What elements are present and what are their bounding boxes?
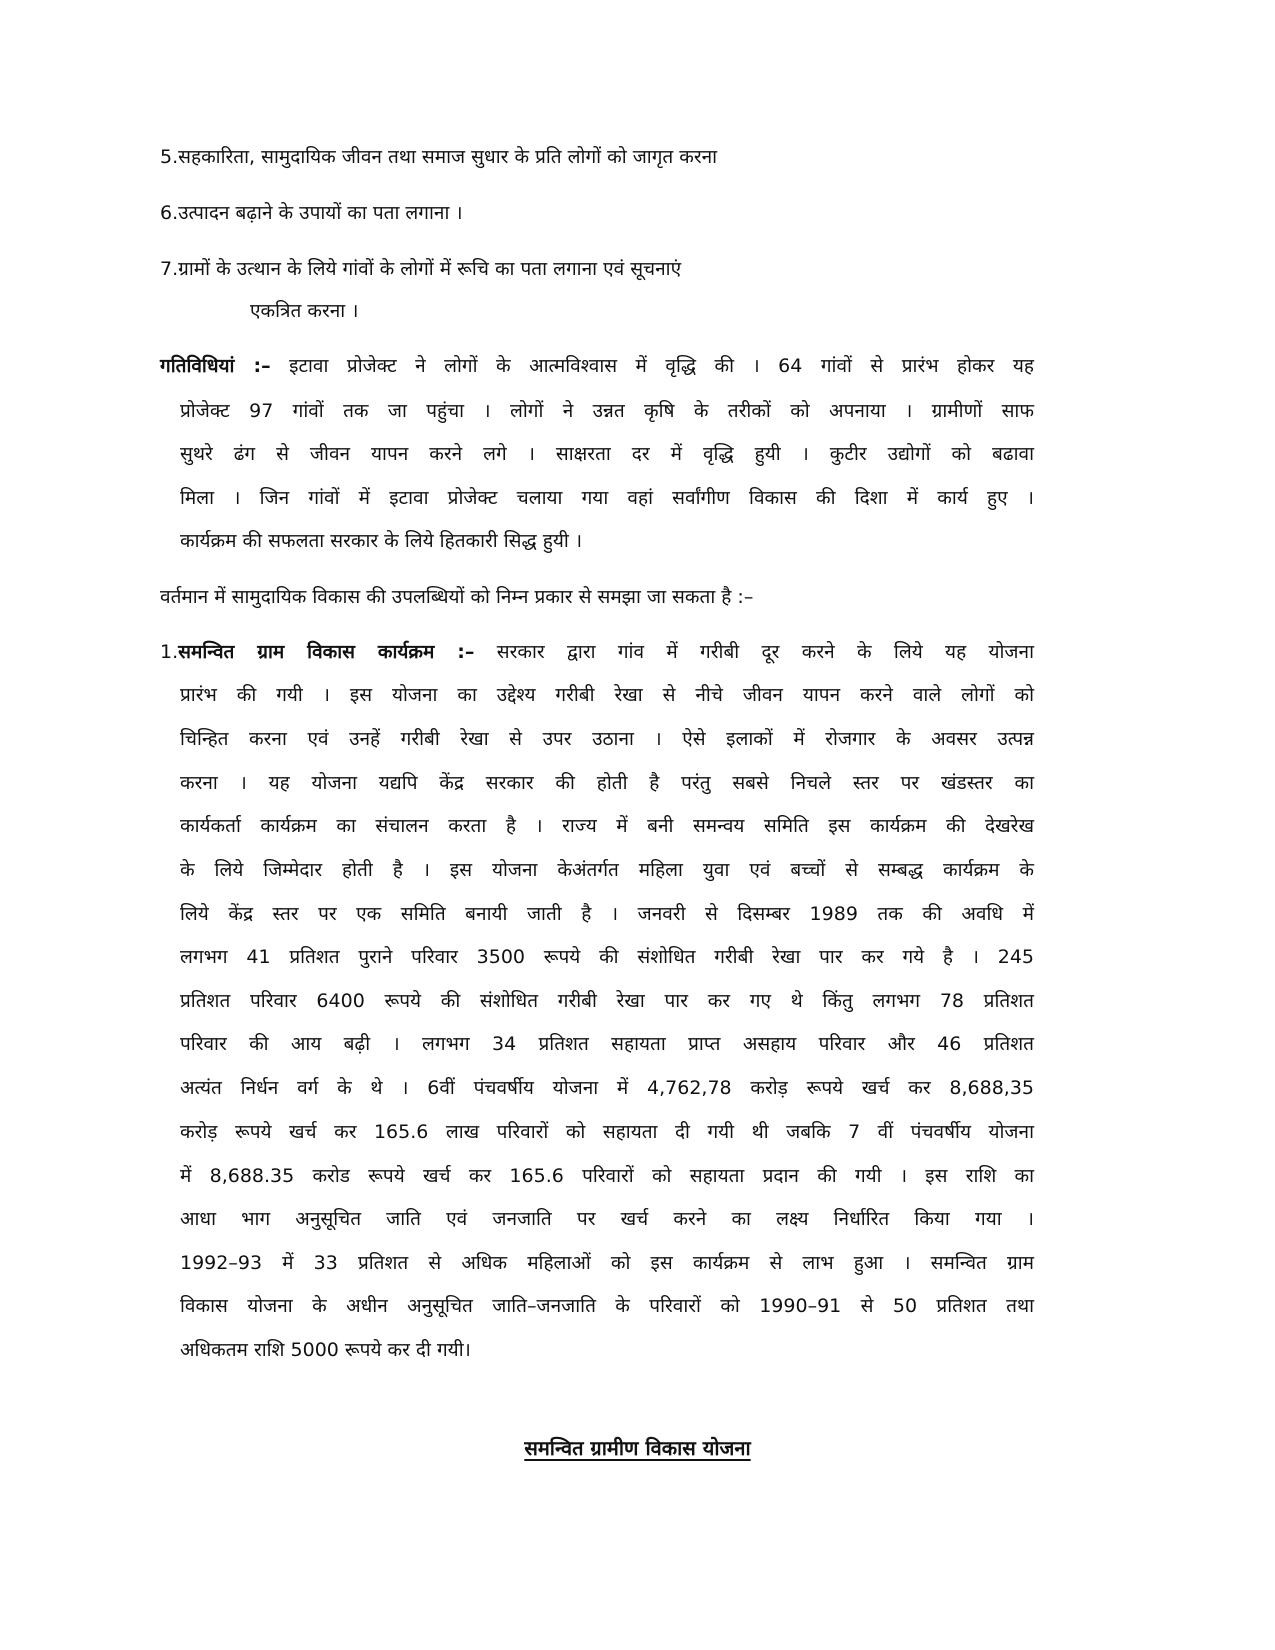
programme-line-9 [180,987,1034,1015]
programme-line-4 [180,769,1034,797]
objective-item-6 [160,199,463,227]
programme-line-5 [180,812,1034,840]
programme-line-7 [180,900,1034,928]
programme-text: करना । यह योजना यद्यपि केंद्र सरकार की होती है परंतु सबसे निचले स्तर पर खंडस्तर का [180,772,1034,794]
programme-text: 1992–93 में 33 प्रतिशत से अधिक महिलाओं को इस कार्यक्रम से लाभ हुआ । समन्वित ग्राम [180,1252,1034,1274]
programme-line-8 [180,943,1034,971]
activities-label: गतिविधियां :– [160,355,271,377]
programme-text: अधिकतम राशि 5000 रूपये कर दी गयी। [180,1339,471,1361]
programme-text: आधा भाग अनुसूचित जाति एवं जनजाति पर खर्च करने का लक्ष्य निर्धारित किया गया । [180,1208,1034,1230]
present-intro-text: वर्तमान में सामुदायिक विकास की उपलब्धियों को निम्न प्रकार से समझा जा सकता है :– [160,586,754,608]
programme-text: प्रतिशत परिवार 6400 रूपये की संशोधित गरीबी रेखा पार कर गए थे किंतु लगभग 78 प्रतिशत [180,990,1034,1012]
activities-line-1 [160,352,1034,380]
programme-label: समन्वित ग्राम विकास कार्यक्रम :– [178,641,475,663]
programme-line-15 [180,1249,1034,1277]
activities-text: कार्यक्रम की सफलता सरकार के लिये हितकारी सिद्ध हुयी । [180,530,583,552]
objective-item-7-continuation [250,297,358,325]
programme-text: अत्यंत निर्धन वर्ग के थे । 6वीं पंचवर्षीय योजना में 4,762,78 करोड़ रूपये खर्च कर 8,688,35 [180,1077,1034,1099]
programme-text: लगभग 41 प्रतिशत पुराने परिवार 3500 रूपये की संशोधित गरीबी रेखा पार कर गये है । 245 [180,946,1034,968]
programme-line-10 [180,1030,1034,1058]
objective-text: उत्पादन बढ़ाने के उपायों का पता लगाना । [178,202,463,224]
programme-text: परिवार की आय बढ़ी । लगभग 34 प्रतिशत सहायता प्राप्त असहाय परिवार और 46 प्रतिशत [180,1033,1034,1055]
programme-text: में 8,688.35 करोड रूपये खर्च कर 165.6 परिवारों को सहायता प्रदान की गयी । इस राशि का [180,1165,1034,1187]
programme-number: 1. [160,641,179,663]
objective-number: 6. [160,202,179,224]
objective-text: ग्रामों के उत्थान के लिये गांवों के लोगों में रूचि का पता लगाना एवं सूचनाएं [178,258,682,280]
programme-text: विकास योजना के अधीन अनुसूचित जाति–जनजाति के परिवारों को 1990–91 से 50 प्रतिशत तथा [180,1295,1034,1317]
activities-line-4 [180,484,1034,512]
programme-text: करोड़ रूपये खर्च कर 165.6 लाख परिवारों को सहायता दी गयी थी जबकि 7 वीं पंचवर्षीय योजना [180,1121,1034,1143]
objective-item-7 [160,255,681,283]
programme-text: सरकार द्वारा गांव में गरीबी दूर करने के लिये यह योजना [496,641,1035,663]
programme-line-17 [180,1336,471,1364]
programme-text: प्रारंभ की गयी । इस योजना का उद्देश्य गरीबी रेखा से नीचे जीवन यापन करने वाले लोगों को [180,684,1034,706]
activities-line-3 [180,440,1034,468]
programme-line-6 [180,856,1034,884]
programme-line-1 [160,638,1034,666]
objective-number: 5. [160,146,179,168]
present-intro [160,583,753,611]
activities-text: इटावा प्रोजेक्ट ने लोगों के आत्मविश्वास में वृद्धि की । 64 गांवों से प्रारंभ होकर यह [289,355,1034,377]
objective-item-5 [160,143,717,171]
programme-line-11 [180,1074,1034,1102]
activities-text: मिला । जिन गांवों में इटावा प्रोजेक्ट चलाया गया वहां सर्वांगीण विकास की दिशा में कार्य हुए । [180,487,1034,509]
programme-line-14 [180,1205,1034,1233]
programme-text: कार्यकर्ता कार्यक्रम का संचालन करता है । राज्य में बनी समन्वय समिति इस कार्यक्रम की देखरेख [180,815,1034,837]
objective-text: एकत्रित करना । [250,300,359,322]
activities-line-2 [180,397,1034,425]
section-heading [0,1434,1275,1462]
programme-line-12 [180,1118,1034,1146]
programme-line-3 [180,725,1034,753]
programme-line-13 [180,1162,1034,1190]
section-heading-text: समन्वित ग्रामीण विकास योजना [524,1436,751,1460]
programme-text: चिन्हित करना एवं उनहें गरीबी रेखा से उपर उठाना । ऐसे इलाकों में रोजगार के अवसर उत्पन्न [180,728,1034,750]
activities-line-5 [180,527,582,555]
activities-text: सुथरे ढंग से जीवन यापन करने लगे । साक्षरता दर में वृद्धि हुयी । कुटीर उद्योगों को बढावा [180,443,1034,465]
programme-text: लिये केंद्र स्तर पर एक समिति बनायी जाती है । जनवरी से दिसम्बर 1989 तक की अवधि में [180,903,1034,925]
programme-line-16 [180,1292,1034,1320]
programme-text: के लिये जिम्मेदार होती है । इस योजना केअंतर्गत महिला युवा एवं बच्चों से सम्बद्ध कार्यक्रम के [180,859,1034,881]
objective-number: 7. [160,258,179,280]
programme-line-2 [180,681,1034,709]
objective-text: सहकारिता, सामुदायिक जीवन तथा समाज सुधार के प्रति लोगों को जागृत करना [178,146,718,168]
activities-text: प्रोजेक्ट 97 गांवों तक जा पहुंचा । लोगों ने उन्नत कृषि के तरीकों को अपनाया । ग्रामीणों साफ [180,400,1034,422]
